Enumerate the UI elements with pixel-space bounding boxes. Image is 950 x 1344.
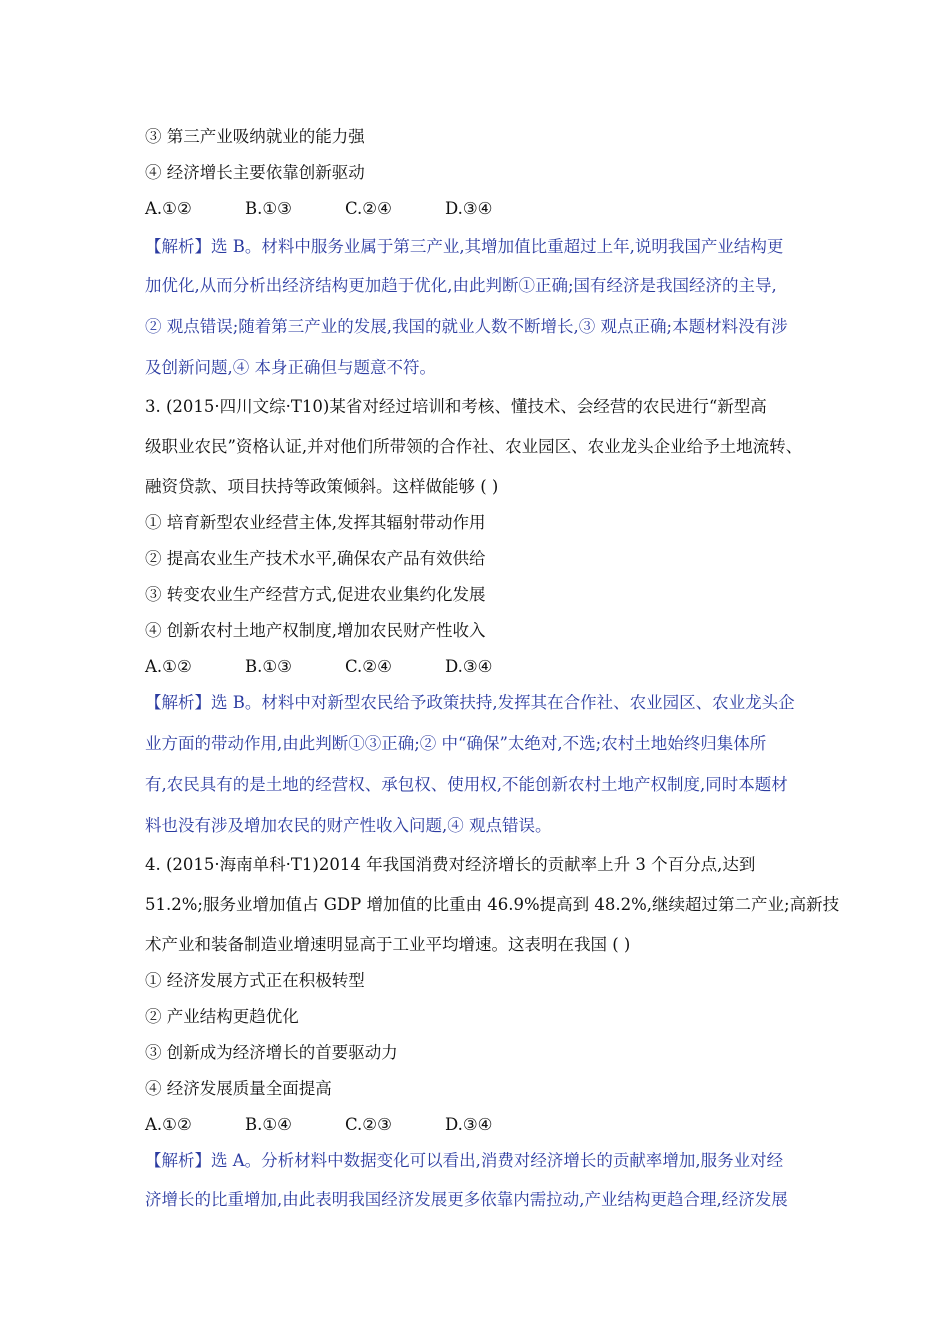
q3-item-4: ④ 创新农村土地产权制度,增加农民财产性收入: [145, 621, 486, 640]
q3-item-3: ③ 转变农业生产经营方式,促进农业集约化发展: [145, 585, 486, 604]
q3-analysis-line-4: 料也没有涉及增加农民的财产性收入问题,④ 观点错误。: [145, 816, 552, 835]
q2-analysis-text: 选 B。材料中服务业属于第三产业,其增加值比重超过上年,说明我国产业结构更: [211, 237, 784, 256]
q4-item-3: ③ 创新成为经济增长的首要驱动力: [145, 1043, 398, 1062]
q4-options: [145, 1114, 817, 1136]
q2-option-c: C.②④: [345, 199, 392, 218]
q3-stem-line-3: 融资贷款、项目扶持等政策倾斜。这样做能够 ( ): [145, 477, 499, 496]
q4-stem-line-2: 51.2%;服务业增加值占 GDP 增加值的比重由 46.9%提高到 48.2%,继续超过第二产业;高新技: [145, 895, 840, 914]
q3-option-b: B.①③: [245, 657, 292, 676]
q2-analysis-line-4: 及创新问题,④ 本身正确但与题意不符。: [145, 358, 436, 377]
q4-analysis-line-1: [145, 1150, 817, 1172]
q4-stem-line-3: 术产业和装备制造业增速明显高于工业平均增速。这表明在我国 ( ): [145, 935, 631, 954]
q3-stem-line-2: 级职业农民”资格认证,并对他们所带领的合作社、农业园区、农业龙头企业给予土地流转、: [145, 437, 803, 456]
q4-item-2: ② 产业结构更趋优化: [145, 1007, 299, 1026]
q4-option-d: D.③④: [445, 1115, 493, 1134]
q3-options: [145, 656, 817, 678]
q3-option-a: A.①②: [145, 657, 192, 676]
q4-option-b: B.①④: [245, 1115, 292, 1134]
q3-analysis-line-2: 业方面的带动作用,由此判断①③正确;② 中“确保”太绝对,不选;农村土地始终归集体所: [145, 734, 767, 753]
q2-item-4: ④ 经济增长主要依靠创新驱动: [145, 163, 365, 182]
q3-analysis-line-3: 有,农民具有的是土地的经营权、承包权、使用权,不能创新农村土地产权制度,同时本题材: [145, 775, 788, 794]
q3-analysis-line-1: [145, 692, 817, 714]
q3-item-2: ② 提高农业生产技术水平,确保农产品有效供给: [145, 549, 486, 568]
q2-item-3: ③ 第三产业吸纳就业的能力强: [145, 127, 365, 146]
q3-option-d: D.③④: [445, 657, 493, 676]
q4-stem-line-1: 4. (2015·海南单科·T1)2014 年我国消费对经济增长的贡献率上升 3 个百分点,达到: [145, 855, 756, 874]
q4-item-4: ④ 经济发展质量全面提高: [145, 1079, 332, 1098]
q3-analysis-text: 选 B。材料中对新型农民给予政策扶持,发挥其在合作社、农业园区、农业龙头企: [211, 693, 795, 712]
q2-options: [145, 198, 817, 220]
q3-option-c: C.②④: [345, 657, 392, 676]
q2-option-d: D.③④: [445, 199, 493, 218]
q4-analysis-line-2: 济增长的比重增加,由此表明我国经济发展更多依靠内需拉动,产业结构更趋合理,经济发展: [145, 1190, 788, 1209]
q3-analysis-tag: 【解析】: [145, 693, 211, 712]
q4-analysis-tag: 【解析】: [145, 1151, 211, 1170]
q2-analysis-line-2: 加优化,从而分析出经济结构更加趋于优化,由此判断①正确;国有经济是我国经济的主导,: [145, 276, 777, 295]
q4-option-a: A.①②: [145, 1115, 192, 1134]
q2-analysis-line-3: ② 观点错误;随着第三产业的发展,我国的就业人数不断增长,③ 观点正确;本题材料没有涉: [145, 317, 788, 336]
q3-stem-line-1: 3. (2015·四川文综·T10)某省对经过培训和考核、懂技术、会经营的农民进行“新型高: [145, 397, 767, 416]
q2-option-a: A.①②: [145, 199, 192, 218]
q4-option-c: C.②③: [345, 1115, 392, 1134]
q2-analysis-line-1: [145, 236, 817, 258]
q4-analysis-text: 选 A。分析材料中数据变化可以看出,消费对经济增长的贡献率增加,服务业对经: [211, 1151, 784, 1170]
q4-item-1: ① 经济发展方式正在积极转型: [145, 971, 365, 990]
q2-option-b: B.①③: [245, 199, 292, 218]
q3-item-1: ① 培育新型农业经营主体,发挥其辐射带动作用: [145, 513, 486, 532]
q2-analysis-tag: 【解析】: [145, 237, 211, 256]
